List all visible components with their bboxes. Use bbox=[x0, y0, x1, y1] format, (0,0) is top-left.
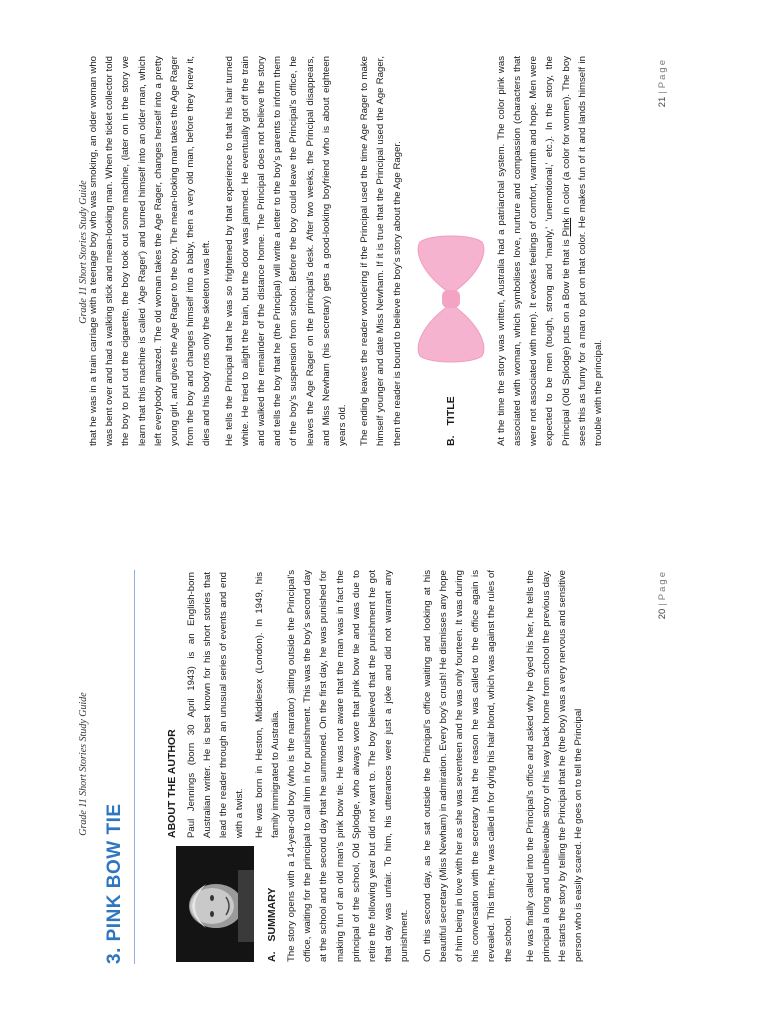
pink-bow-tie-icon bbox=[412, 234, 490, 364]
section-letter: B. bbox=[444, 435, 457, 446]
page-number-value: 21 bbox=[657, 96, 668, 108]
page-20 bbox=[0, 512, 768, 1024]
pink-word: Pink bbox=[560, 217, 572, 237]
summary-paragraph: The story opens with a 14-year-old boy (who is the narrator) sitting outside the Principal's office, waiting for the principal to call him in for punishment. This was the boy's second day at the school and the second day that he summoned. On the first day, he was punished for making fun of an old man's pink bow tie. He was not aware that the man was in fact the principal of the school, Old Splodge, who always wore that pink bow tie and was due to retire the following year but did not want to. The boy believed that the punishment he got that day was unfair. To him, his utterances were just a joke and did not warrant any punishment. bbox=[286, 570, 411, 962]
author-heading: ABOUT THE AUTHOR bbox=[166, 729, 178, 838]
page-number: 20|Page bbox=[657, 570, 668, 620]
section-title: TITLE bbox=[444, 396, 457, 426]
page-number-value: 20 bbox=[657, 608, 668, 620]
author-portrait-icon bbox=[176, 846, 254, 962]
running-head: Grade 11 Short Stories Study Guide bbox=[78, 180, 89, 324]
page-word: Page bbox=[657, 58, 668, 89]
author-paragraph: He was born in Heston, Middlesex (London). In 1949, his family immigrated to Australia. bbox=[254, 572, 281, 838]
summary-paragraph: The ending leaves the reader wondering if the Principal used the time Age Rager to make himself younger and date Miss Newham. If it is true that the Principal used the Age Rager, then the reader is bound to believe the boy's story about the Age Rager. bbox=[359, 56, 403, 446]
title-paragraph-text: At the time the story was written, Australia had a patriarchal system. The color pink was associated with woman, which symbolises love, nurture and compassion (characters that were not associated with men). It evokes feelings of comfort, warmth and hope. Men were expected to be men (tough, strong and 'manly,' 'unemotional,' etc.). In the story, the Principal (Old Splodge) puts on a Bow tie that is bbox=[495, 56, 572, 446]
title-underline bbox=[134, 570, 135, 964]
summary-paragraph: He was finally called into the Principal's office and asked why he dyed his her, he tells the principal a long and unbelievable story of his way back home from school the previous day. He starts the story by telling the Principal that he (the boy) was a very nervous and sensitive person who is easily scared. He goes on to tell the Principal bbox=[524, 570, 585, 962]
page-word: Page bbox=[657, 570, 668, 601]
title-paragraph-text: in color (a color for women). The boy sees this as funny for a man to put on that color. He makes fun of it and lands himself in trouble with the principal. bbox=[560, 55, 605, 446]
summary-paragraph: He tells the Principal that he was so frightened by that experience to that his hair turned white. He tried to alight the train, but the door was jammed. He eventually got off the train and walked the remainder of the distance home. The Principal does not believe the story and tells the boy that he (the Principal) will write a letter to the boy's parents to inform them of the boy's suspension from school. Before the boy could leave the Principal's office, he leaves the Age Rager on the principal's desk. After two weeks, the Principal disappears, and Miss Newham (his secretary) gets a good-looking boyfriend who is about eighteen years old. bbox=[223, 56, 349, 446]
section-letter: A. bbox=[266, 951, 278, 962]
author-paragraph: Paul Jennings (born 30 April 1943) is an English-born Australian writer. He is best known for his short stories that lead the reader through an unusual series of events and end with a twist. bbox=[186, 572, 245, 838]
summary-paragraph: On this second day, as he sat outside the Principal's office waiting and looking at his beautiful secretary (Miss Newham) in admiration. Every boy's crush! He dismisses any hope of him being in love with her as she was seventeen and he was only fourteen. It was during his conversation with the secretary that the reason he was called to the office again is revealed. This time, he was called in for dying his hair blond, which was against the rules of the school. bbox=[421, 570, 514, 962]
summary-continued bbox=[86, 56, 613, 446]
page-number: 21|Page bbox=[657, 58, 668, 108]
summary-section bbox=[266, 570, 594, 962]
author-portrait bbox=[176, 846, 254, 962]
title-heading bbox=[445, 396, 457, 446]
running-head: Grade 11 Short Stories Study Guide bbox=[78, 692, 89, 836]
title-section-header bbox=[412, 56, 490, 446]
summary-heading bbox=[266, 570, 278, 962]
title-paragraph bbox=[494, 56, 607, 446]
summary-paragraph: that he was in a train carriage with a teenage boy who was smoking, an older woman who was bent over and had a walking stick and mean-looking man. When the ticket collector told the boy to put out the cigarette, the boy took out some machine, (later on in the story we learn that this machine is called 'Age Rager') and turned himself into an older man, which left everybody amazed. The old woman takes the Age Rager, changes herself into a pretty young girl, and gives the Age Rager to the boy. The mean-looking man takes the Age Rager from the boy and changes himself into a baby, then a very old man, before they knew it, dies and his body rots only the skeleton was left. bbox=[88, 56, 213, 446]
story-title: 3. PINK BOW TIE bbox=[104, 803, 125, 964]
section-title: SUMMARY bbox=[266, 887, 278, 942]
